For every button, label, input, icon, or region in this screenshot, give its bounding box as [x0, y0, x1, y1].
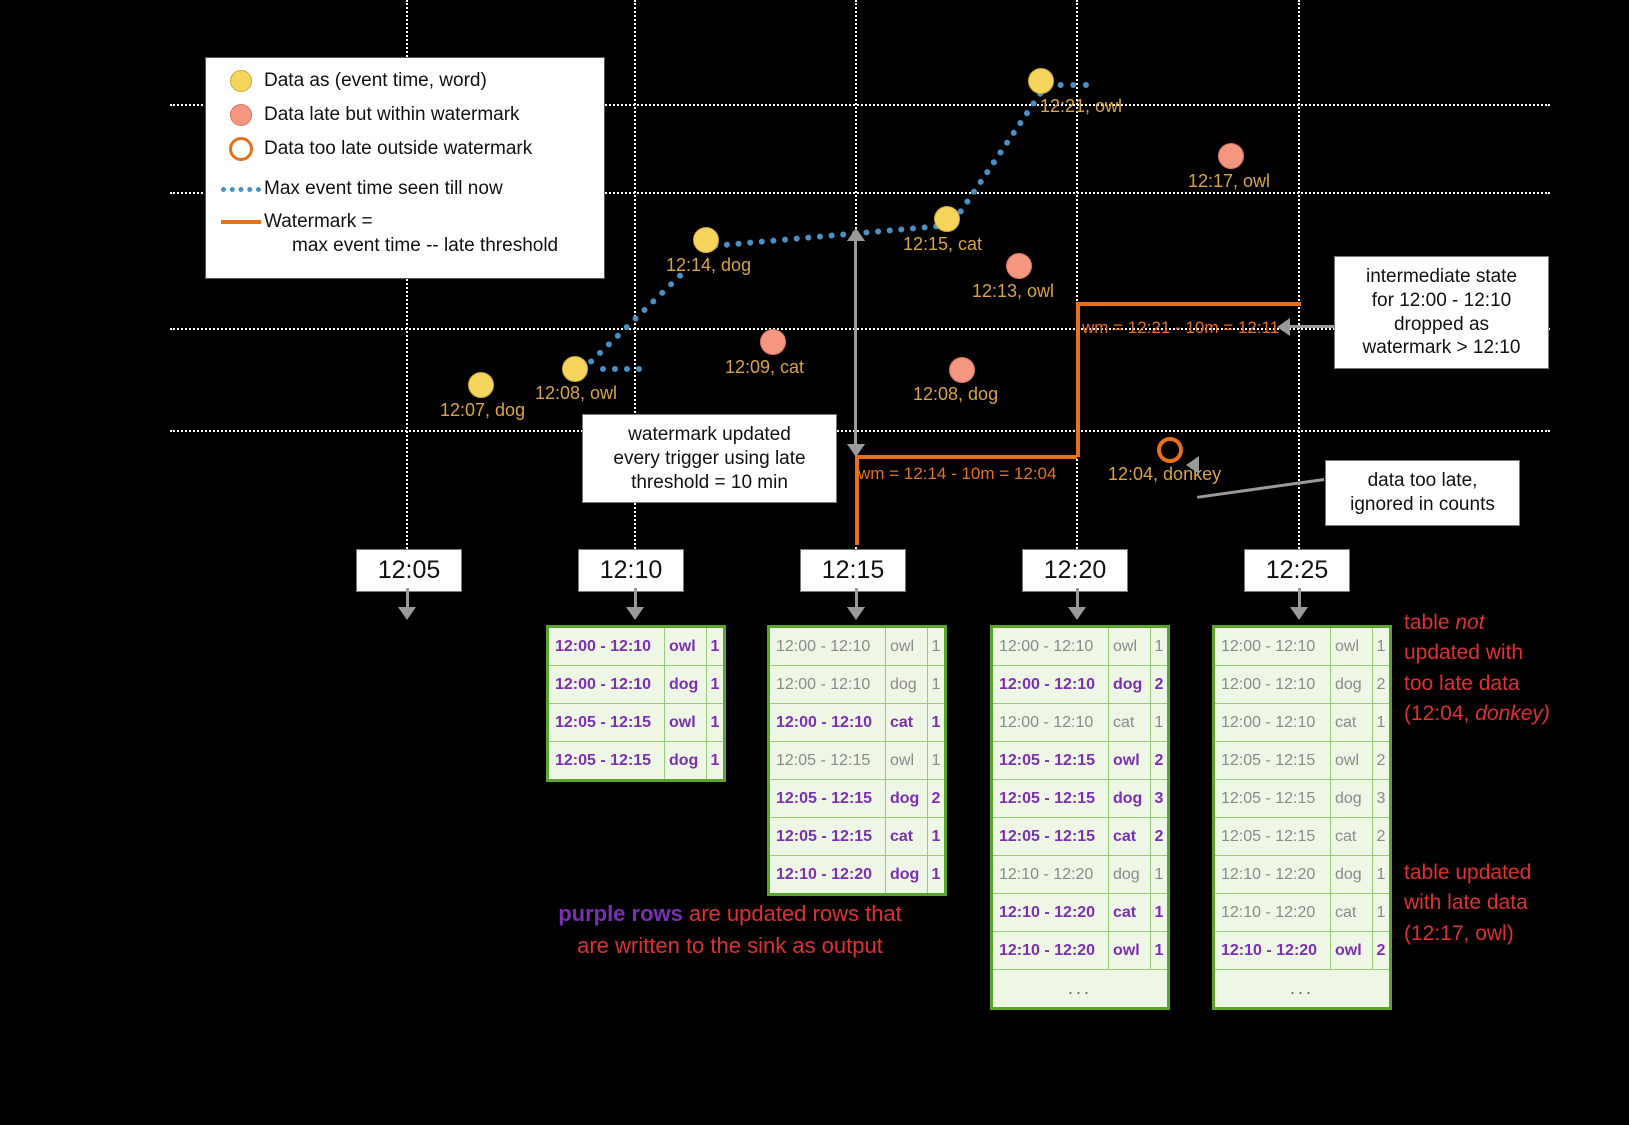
cell-word: cat — [886, 704, 928, 741]
watermark-line-high — [1076, 302, 1301, 306]
arrow-head-down — [847, 444, 865, 457]
table-row — [770, 818, 944, 856]
cell-window: 12:00 - 12:10 — [993, 628, 1109, 665]
result-table-1215 — [767, 625, 947, 896]
table-row — [1215, 704, 1389, 742]
cell-word: cat — [1109, 704, 1151, 741]
cell-count: 1 — [1154, 903, 1164, 921]
salmon-dot-icon — [218, 104, 264, 126]
cell-count: 1 — [1376, 713, 1386, 731]
legend-item-max-event-time — [218, 176, 592, 202]
cell-word: dog — [1109, 780, 1151, 817]
result-table-1225 — [1212, 625, 1392, 1010]
legend — [205, 57, 605, 279]
legend-label-second-line: max event time -- late threshold — [292, 234, 559, 256]
table-row — [770, 742, 944, 780]
note-line: (12:17, owl) — [1404, 921, 1514, 945]
cell-window: 12:05 - 12:15 — [1215, 742, 1331, 779]
legend-label: Data late but within watermark — [264, 104, 520, 125]
cell-count: 1 — [1154, 637, 1164, 655]
cell-word: owl — [886, 628, 928, 665]
data-point-label: 12:14, dog — [666, 255, 752, 275]
cell-count: 3 — [1376, 789, 1386, 807]
table-row — [993, 856, 1167, 894]
cell-window: 12:05 - 12:15 — [1215, 818, 1331, 855]
callout-line: dropped as — [1393, 313, 1490, 335]
callout-line: watermark > 12:10 — [1362, 337, 1521, 359]
cell-word: cat — [1109, 894, 1151, 931]
cell-window: 12:05 - 12:15 — [770, 818, 886, 855]
cell-word: dog — [886, 780, 928, 817]
legend-item-watermark — [218, 210, 592, 258]
arrow-head-down — [398, 607, 416, 620]
data-point-label: 12:21, owl — [1040, 96, 1123, 116]
cell-word: dog — [1109, 856, 1151, 893]
orange-line-icon — [218, 210, 264, 224]
caption-rest-1: are updated rows that — [682, 901, 902, 926]
cell-word: owl — [1331, 628, 1373, 665]
table-row-ellipsis: ... — [1067, 978, 1092, 998]
trigger-time-1225: 12:25 — [1244, 549, 1350, 592]
table-row — [993, 818, 1167, 856]
cell-count: 1 — [931, 675, 941, 693]
legend-label: Watermark = — [264, 211, 373, 232]
max-event-time-segment — [950, 89, 1044, 225]
watermark-high-label: wm = 12:21 - 10m = 12:11 — [1082, 318, 1280, 337]
cell-word: dog — [1331, 780, 1373, 817]
caption-rest-2: are written to the sink as output — [577, 932, 883, 958]
trigger-time-1205: 12:05 — [356, 549, 462, 592]
cell-count: 2 — [1376, 941, 1386, 959]
hollow-circle-icon — [218, 137, 264, 161]
callout-intermediate-state — [1334, 256, 1549, 369]
cell-count: 1 — [1154, 713, 1164, 731]
table-row — [549, 742, 723, 779]
callout-line: for 12:00 - 12:10 — [1371, 289, 1512, 311]
arrow-shaft — [854, 238, 857, 450]
data-point-label: 12:13, owl — [972, 281, 1055, 301]
cell-count: 2 — [931, 789, 941, 807]
cell-word: owl — [665, 628, 707, 665]
cell-word: dog — [886, 856, 928, 893]
trigger-time-1215: 12:15 — [800, 549, 906, 592]
table-row — [770, 780, 944, 818]
cell-count: 2 — [1154, 827, 1164, 845]
cell-window: 12:10 - 12:20 — [993, 932, 1109, 969]
arrow-head-left — [1277, 318, 1290, 336]
cell-window: 12:05 - 12:15 — [549, 704, 665, 741]
cell-count: 1 — [710, 751, 720, 769]
data-point-label: 12:17, owl — [1188, 171, 1271, 191]
data-point-label: 12:08, dog — [913, 384, 999, 404]
gridline-horizontal — [170, 430, 1550, 432]
cell-word: owl — [1109, 932, 1151, 969]
note-line: table updated — [1404, 861, 1532, 884]
arrow-shaft — [1288, 325, 1334, 328]
cell-word: cat — [1109, 818, 1151, 855]
watermark-line-low — [855, 455, 1077, 459]
caption-purple-text: purple rows — [558, 901, 683, 926]
data-point-1217-owl — [1218, 143, 1244, 169]
cell-count: 1 — [931, 827, 941, 845]
cell-window: 12:00 - 12:10 — [993, 666, 1109, 703]
cell-word: owl — [1331, 932, 1373, 969]
note-not-updated — [1404, 608, 1550, 730]
cell-window: 12:10 - 12:20 — [993, 856, 1109, 893]
legend-item-too-late — [218, 136, 592, 162]
table-row — [770, 856, 944, 893]
arrow-head-left — [1186, 456, 1199, 474]
cell-count: 1 — [1376, 865, 1386, 883]
cell-word: owl — [1109, 628, 1151, 665]
callout-line: watermark updated — [628, 424, 791, 445]
cell-count: 1 — [931, 637, 941, 655]
table-row — [1215, 932, 1389, 970]
cell-count: 2 — [1154, 751, 1164, 769]
cell-window: 12:05 - 12:15 — [549, 742, 665, 779]
cell-window: 12:10 - 12:20 — [993, 894, 1109, 931]
data-point-1208-owl — [562, 356, 588, 382]
blue-dotted-line-icon — [218, 187, 264, 192]
arrow-head-down — [1290, 607, 1308, 620]
cell-window: 12:00 - 12:10 — [1215, 628, 1331, 665]
cell-count: 2 — [1376, 675, 1386, 693]
data-point-1215-cat — [934, 206, 960, 232]
arrow-head-down — [626, 607, 644, 620]
cell-count: 1 — [931, 751, 941, 769]
cell-count: 1 — [1154, 941, 1164, 959]
table-row — [770, 666, 944, 704]
cell-word: dog — [665, 666, 707, 703]
cell-count: 1 — [1376, 903, 1386, 921]
legend-label: Data as (event time, word) — [264, 70, 487, 91]
data-point-label: 12:09, cat — [725, 357, 805, 377]
callout-line: threshold = 10 min — [631, 471, 788, 493]
cell-window: 12:05 - 12:15 — [1215, 780, 1331, 817]
max-event-time-segment — [600, 366, 642, 372]
table-row — [1215, 742, 1389, 780]
table-row — [993, 704, 1167, 742]
cell-count: 1 — [1376, 637, 1386, 655]
cell-window: 12:00 - 12:10 — [770, 704, 886, 741]
callout-watermark-update — [582, 414, 837, 503]
gridline-vertical — [1298, 0, 1300, 560]
cell-word: dog — [1331, 856, 1373, 893]
table-row — [993, 628, 1167, 666]
table-row — [770, 704, 944, 742]
table-row — [549, 628, 723, 666]
cell-count: 3 — [1154, 789, 1164, 807]
cell-count: 1 — [1154, 865, 1164, 883]
note-line: (12:04, donkey) — [1404, 702, 1550, 726]
table-row — [993, 666, 1167, 704]
data-point-1208-dog — [949, 357, 975, 383]
cell-count: 2 — [1376, 827, 1386, 845]
legend-item-late-within — [218, 102, 592, 128]
cell-window: 12:05 - 12:15 — [993, 818, 1109, 855]
cell-word: cat — [1331, 818, 1373, 855]
cell-window: 12:10 - 12:20 — [1215, 856, 1331, 893]
table-row — [1215, 818, 1389, 856]
cell-word: owl — [1331, 742, 1373, 779]
data-point-1214-dog — [693, 227, 719, 253]
table-row — [549, 666, 723, 704]
cell-word: dog — [1109, 666, 1151, 703]
cell-window: 12:05 - 12:15 — [770, 742, 886, 779]
table-row — [1215, 780, 1389, 818]
watermark-low-label: wm = 12:14 - 10m = 12:04 — [858, 464, 1057, 483]
data-point-label: 12:04, donkey — [1108, 464, 1222, 484]
cell-count: 1 — [710, 713, 720, 731]
cell-window: 12:05 - 12:15 — [993, 742, 1109, 779]
purple-rows-caption — [500, 898, 960, 962]
cell-window: 12:10 - 12:20 — [1215, 932, 1331, 969]
cell-count: 1 — [710, 675, 720, 693]
cell-word: owl — [1109, 742, 1151, 779]
table-row — [993, 932, 1167, 970]
cell-word: dog — [886, 666, 928, 703]
callout-line: intermediate state — [1365, 266, 1518, 287]
cell-window: 12:05 - 12:15 — [770, 780, 886, 817]
data-point-1207-dog — [468, 372, 494, 398]
table-row — [549, 704, 723, 742]
table-row — [993, 780, 1167, 818]
cell-count: 1 — [931, 713, 941, 731]
cell-count: 2 — [1154, 675, 1164, 693]
table-row-ellipsis: ... — [1289, 978, 1314, 998]
data-point-label: 12:08, owl — [535, 383, 618, 403]
cell-count: 2 — [1376, 751, 1386, 769]
callout-line: ignored in counts — [1350, 493, 1495, 515]
cell-word: cat — [886, 818, 928, 855]
cell-window: 12:10 - 12:20 — [1215, 894, 1331, 931]
legend-label: Data too late outside watermark — [264, 138, 533, 159]
max-event-time-segment — [578, 271, 684, 374]
cell-window: 12:05 - 12:15 — [993, 780, 1109, 817]
data-point-1213-owl — [1006, 253, 1032, 279]
cell-word: dog — [665, 742, 707, 779]
data-point-label: 12:07, dog — [440, 400, 526, 420]
cell-word: cat — [1331, 894, 1373, 931]
callout-line: data too late, — [1367, 470, 1478, 491]
cell-window: 12:00 - 12:10 — [770, 628, 886, 665]
arrow-head-down — [847, 607, 865, 620]
table-row — [993, 894, 1167, 932]
watermark-step-vertical-rise — [1076, 302, 1080, 457]
callout-data-too-late — [1325, 460, 1520, 526]
note-line: updated with — [1404, 641, 1524, 665]
cell-word: cat — [1331, 704, 1373, 741]
yellow-dot-icon — [218, 70, 264, 92]
note-updated-late — [1404, 858, 1531, 949]
table-row — [1215, 628, 1389, 666]
result-table-1220 — [990, 625, 1170, 1010]
legend-label: Max event time seen till now — [264, 178, 503, 199]
trigger-time-1220: 12:20 — [1022, 549, 1128, 592]
trigger-time-1210: 12:10 — [578, 549, 684, 592]
data-point-1209-cat — [760, 329, 786, 355]
table-row — [993, 742, 1167, 780]
table-row — [770, 628, 944, 666]
cell-window: 12:00 - 12:10 — [993, 704, 1109, 741]
cell-window: 12:10 - 12:20 — [770, 856, 886, 893]
cell-word: owl — [886, 742, 928, 779]
cell-count: 1 — [931, 865, 941, 883]
legend-item-data — [218, 68, 592, 94]
note-line: with late data — [1404, 891, 1528, 915]
data-point-1204-donkey — [1157, 437, 1183, 463]
cell-window: 12:00 - 12:10 — [549, 628, 665, 665]
note-line: too late data — [1404, 671, 1520, 695]
data-point-label: 12:15, cat — [903, 234, 983, 254]
callout-line: every trigger using late — [613, 447, 806, 469]
cell-word: owl — [665, 704, 707, 741]
cell-window: 12:00 - 12:10 — [549, 666, 665, 703]
cell-count: 1 — [710, 637, 720, 655]
cell-word: dog — [1331, 666, 1373, 703]
note-line: table not — [1404, 611, 1485, 634]
cell-window: 12:00 - 12:10 — [1215, 666, 1331, 703]
cell-window: 12:00 - 12:10 — [770, 666, 886, 703]
table-row — [1215, 856, 1389, 894]
result-table-1210 — [546, 625, 726, 782]
arrow-head-down — [1068, 607, 1086, 620]
table-row — [1215, 894, 1389, 932]
table-row — [1215, 666, 1389, 704]
cell-window: 12:00 - 12:10 — [1215, 704, 1331, 741]
data-point-1221-owl — [1028, 68, 1054, 94]
